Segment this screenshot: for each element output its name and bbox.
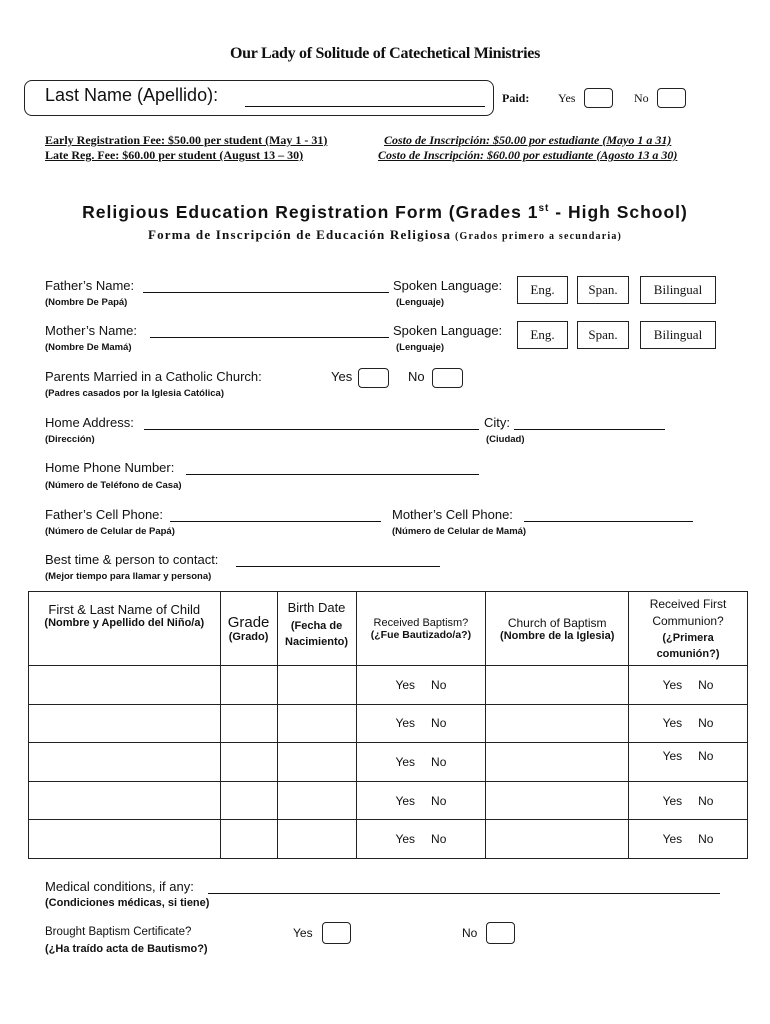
paid-no-checkbox[interactable]	[657, 88, 686, 108]
yes-option[interactable]: Yes	[395, 677, 416, 692]
late-fee-en: Late Reg. Fee: $60.00 per student (August 13 – 30)	[45, 148, 304, 162]
mother-cell-label-es: (Número de Celular de Mamá)	[392, 526, 527, 537]
mother-lang-bilingual-option[interactable]: Bilingual	[640, 321, 716, 349]
col-header-birth-date	[277, 592, 356, 666]
early-fee-es: Costo de Inscripción: $50.00 por estudiante (Mayo 1 a 31)	[384, 133, 672, 147]
city-label: City:	[484, 415, 510, 430]
org-title: Our Lady of Solitude of Catechetical Ministries	[229, 45, 541, 62]
no-option[interactable]: No	[698, 793, 714, 808]
baptism-cert-yes-checkbox[interactable]	[322, 922, 351, 944]
last-name-label: Last Name (Apellido):	[45, 85, 219, 105]
child-name-cell[interactable]	[29, 781, 221, 820]
medical-label: Medical conditions, if any:	[45, 879, 194, 894]
home-address-field[interactable]	[144, 429, 479, 430]
father-name-label-es: (Nombre De Papá)	[45, 297, 128, 308]
child-name-cell[interactable]	[29, 743, 221, 782]
mother-cell-field[interactable]	[524, 521, 693, 522]
yes-option[interactable]: Yes	[662, 749, 683, 764]
parents-married-label: Parents Married in a Catholic Church:	[45, 369, 262, 384]
no-option[interactable]: No	[431, 793, 447, 808]
yes-option[interactable]: Yes	[662, 716, 683, 731]
church-cell[interactable]	[486, 820, 629, 859]
children-table	[28, 591, 748, 859]
church-cell[interactable]	[486, 743, 629, 782]
yes-option[interactable]: Yes	[395, 832, 416, 847]
baptism-yes-no-cell[interactable]	[356, 743, 486, 782]
yes-option[interactable]: Yes	[662, 793, 683, 808]
home-address-label: Home Address:	[45, 415, 134, 430]
best-time-field[interactable]	[236, 566, 440, 567]
parents-married-yes-label: Yes	[331, 369, 353, 384]
grade-cell[interactable]	[220, 820, 277, 859]
col-header-church-en: Church of Baptism	[507, 615, 607, 630]
table-header-row	[29, 592, 748, 666]
yes-option[interactable]: Yes	[395, 793, 416, 808]
father-name-field[interactable]	[143, 292, 389, 293]
grade-cell[interactable]	[220, 704, 277, 743]
parents-married-yes-checkbox[interactable]	[358, 368, 389, 388]
col-header-communion-en: Received First Communion?	[649, 596, 727, 628]
form-title-post: - High School)	[549, 202, 688, 222]
yes-option[interactable]: Yes	[395, 754, 416, 769]
birth-date-cell[interactable]	[277, 743, 356, 782]
baptism-cert-no-label: No	[462, 926, 478, 940]
grade-cell[interactable]	[220, 781, 277, 820]
child-name-cell[interactable]	[29, 666, 221, 705]
father-lang-span-option[interactable]: Span.	[577, 276, 629, 304]
col-header-communion	[629, 592, 748, 666]
birth-date-cell[interactable]	[277, 781, 356, 820]
form-subtitle	[0, 226, 770, 244]
father-name-label: Father’s Name:	[45, 278, 135, 293]
communion-yes-no-cell[interactable]	[629, 704, 748, 743]
baptism-yes-no-cell[interactable]	[356, 704, 486, 743]
col-header-baptism-es: (¿Fue Bautizado/a?)	[370, 628, 472, 641]
baptism-yes-no-cell[interactable]	[356, 781, 486, 820]
col-header-church	[486, 592, 629, 666]
church-cell[interactable]	[486, 704, 629, 743]
form-title-pre: Religious Education Registration Form (Grades 1	[82, 202, 539, 222]
mother-cell-label: Mother’s Cell Phone:	[392, 507, 513, 522]
home-address-label-es: (Dirección)	[45, 434, 95, 445]
baptism-yes-no-cell[interactable]	[356, 820, 486, 859]
medical-label-es: (Condiciones médicas, si tiene)	[45, 897, 210, 909]
mother-name-label-es: (Nombre De Mamá)	[45, 342, 132, 353]
birth-date-cell[interactable]	[277, 820, 356, 859]
parents-married-no-checkbox[interactable]	[432, 368, 463, 388]
col-header-birth-date-en: Birth Date	[287, 600, 346, 615]
mother-lang-span-option[interactable]: Span.	[577, 321, 629, 349]
no-option[interactable]: No	[698, 749, 714, 764]
form-title	[0, 202, 770, 223]
form-subtitle-grades: (Grados primero a secundaria)	[451, 231, 623, 242]
early-fee-en: Early Registration Fee: $50.00 per student (May 1 - 31)	[45, 133, 328, 147]
no-option[interactable]: No	[431, 832, 447, 847]
col-header-grade-es: (Grado)	[228, 631, 269, 643]
yes-option[interactable]: Yes	[662, 832, 683, 847]
no-option[interactable]: No	[431, 754, 447, 769]
father-cell-field[interactable]	[170, 521, 381, 522]
yes-option[interactable]: Yes	[662, 677, 683, 692]
col-header-communion-es: (¿Primera comunión?)	[656, 631, 720, 660]
col-header-child-name-en: First & Last Name of Child	[48, 602, 201, 617]
mother-spoken-language-label: Spoken Language:	[393, 323, 503, 338]
no-option[interactable]: No	[698, 677, 714, 692]
communion-yes-no-cell[interactable]	[629, 666, 748, 705]
mother-lang-eng-option[interactable]: Eng.	[517, 321, 568, 349]
form-title-sup: st	[538, 203, 550, 215]
mother-spoken-language-label-es: (Lenguaje)	[396, 342, 445, 353]
medical-field[interactable]	[208, 893, 720, 894]
col-header-birth-date-es: (Fecha de Nacimiento)	[285, 620, 348, 648]
table-row	[29, 743, 748, 782]
baptism-yes-no-cell[interactable]	[356, 666, 486, 705]
table-row	[29, 781, 748, 820]
last-name-field[interactable]	[245, 106, 485, 107]
parents-married-no-label: No	[408, 369, 425, 384]
communion-yes-no-cell[interactable]	[629, 743, 748, 782]
grade-cell[interactable]	[220, 666, 277, 705]
col-header-baptism-en: Received Baptism?	[373, 616, 469, 629]
paid-yes-checkbox[interactable]	[584, 88, 613, 108]
father-lang-eng-option[interactable]: Eng.	[517, 276, 568, 304]
child-name-cell[interactable]	[29, 704, 221, 743]
parents-married-label-es: (Padres casados por la Iglesia Católica)	[45, 388, 224, 399]
no-option[interactable]: No	[698, 832, 714, 847]
father-cell-label: Father’s Cell Phone:	[45, 507, 164, 522]
church-cell[interactable]	[486, 781, 629, 820]
communion-yes-no-cell[interactable]	[629, 781, 748, 820]
table-row	[29, 820, 748, 859]
late-fee-es: Costo de Inscripción: $60.00 por estudiante (Agosto 13 a 30)	[378, 148, 678, 162]
no-option[interactable]: No	[431, 677, 447, 692]
birth-date-cell[interactable]	[277, 666, 356, 705]
father-spoken-language-label-es: (Lenguaje)	[396, 297, 445, 308]
best-time-label: Best time & person to contact:	[45, 552, 219, 567]
table-row	[29, 666, 748, 705]
home-phone-field[interactable]	[186, 474, 479, 475]
baptism-cert-yes-label: Yes	[293, 926, 313, 940]
birth-date-cell[interactable]	[277, 704, 356, 743]
father-cell-label-es: (Número de Celular de Papá)	[45, 526, 175, 537]
col-header-child-name	[29, 592, 221, 666]
col-header-grade-en: Grade	[227, 614, 270, 631]
paid-yes-label: Yes	[558, 91, 576, 105]
no-option[interactable]: No	[698, 716, 714, 731]
table-row	[29, 704, 748, 743]
yes-option[interactable]: Yes	[395, 716, 416, 731]
best-time-label-es: (Mejor tiempo para llamar y persona)	[45, 571, 212, 582]
col-header-church-es: (Nombre de la Iglesia)	[500, 629, 615, 642]
col-header-grade	[220, 592, 277, 666]
baptism-cert-label-es: (¿Ha traído acta de Bautismo?)	[45, 943, 208, 955]
baptism-cert-label: Brought Baptism Certificate?	[45, 926, 192, 938]
paid-label: Paid:	[502, 91, 530, 105]
baptism-cert-no-checkbox[interactable]	[486, 922, 515, 944]
home-phone-label: Home Phone Number:	[45, 460, 175, 475]
city-label-es: (Ciudad)	[486, 434, 525, 445]
col-header-child-name-es: (Nombre y Apellido del Niño/a)	[44, 617, 205, 629]
form-subtitle-main: Forma de Inscripción de Educación Religiosa	[147, 227, 452, 242]
grade-cell[interactable]	[220, 743, 277, 782]
child-name-cell[interactable]	[29, 820, 221, 859]
no-option[interactable]: No	[431, 716, 447, 731]
communion-yes-no-cell[interactable]	[629, 820, 748, 859]
city-field[interactable]	[514, 429, 665, 430]
father-lang-bilingual-option[interactable]: Bilingual	[640, 276, 716, 304]
mother-name-field[interactable]	[150, 337, 389, 338]
mother-name-label: Mother’s Name:	[45, 323, 137, 338]
home-phone-label-es: (Número de Teléfono de Casa)	[45, 480, 182, 491]
paid-no-label: No	[634, 91, 649, 105]
church-cell[interactable]	[486, 666, 629, 705]
father-spoken-language-label: Spoken Language:	[393, 278, 503, 293]
col-header-baptism	[356, 592, 486, 666]
